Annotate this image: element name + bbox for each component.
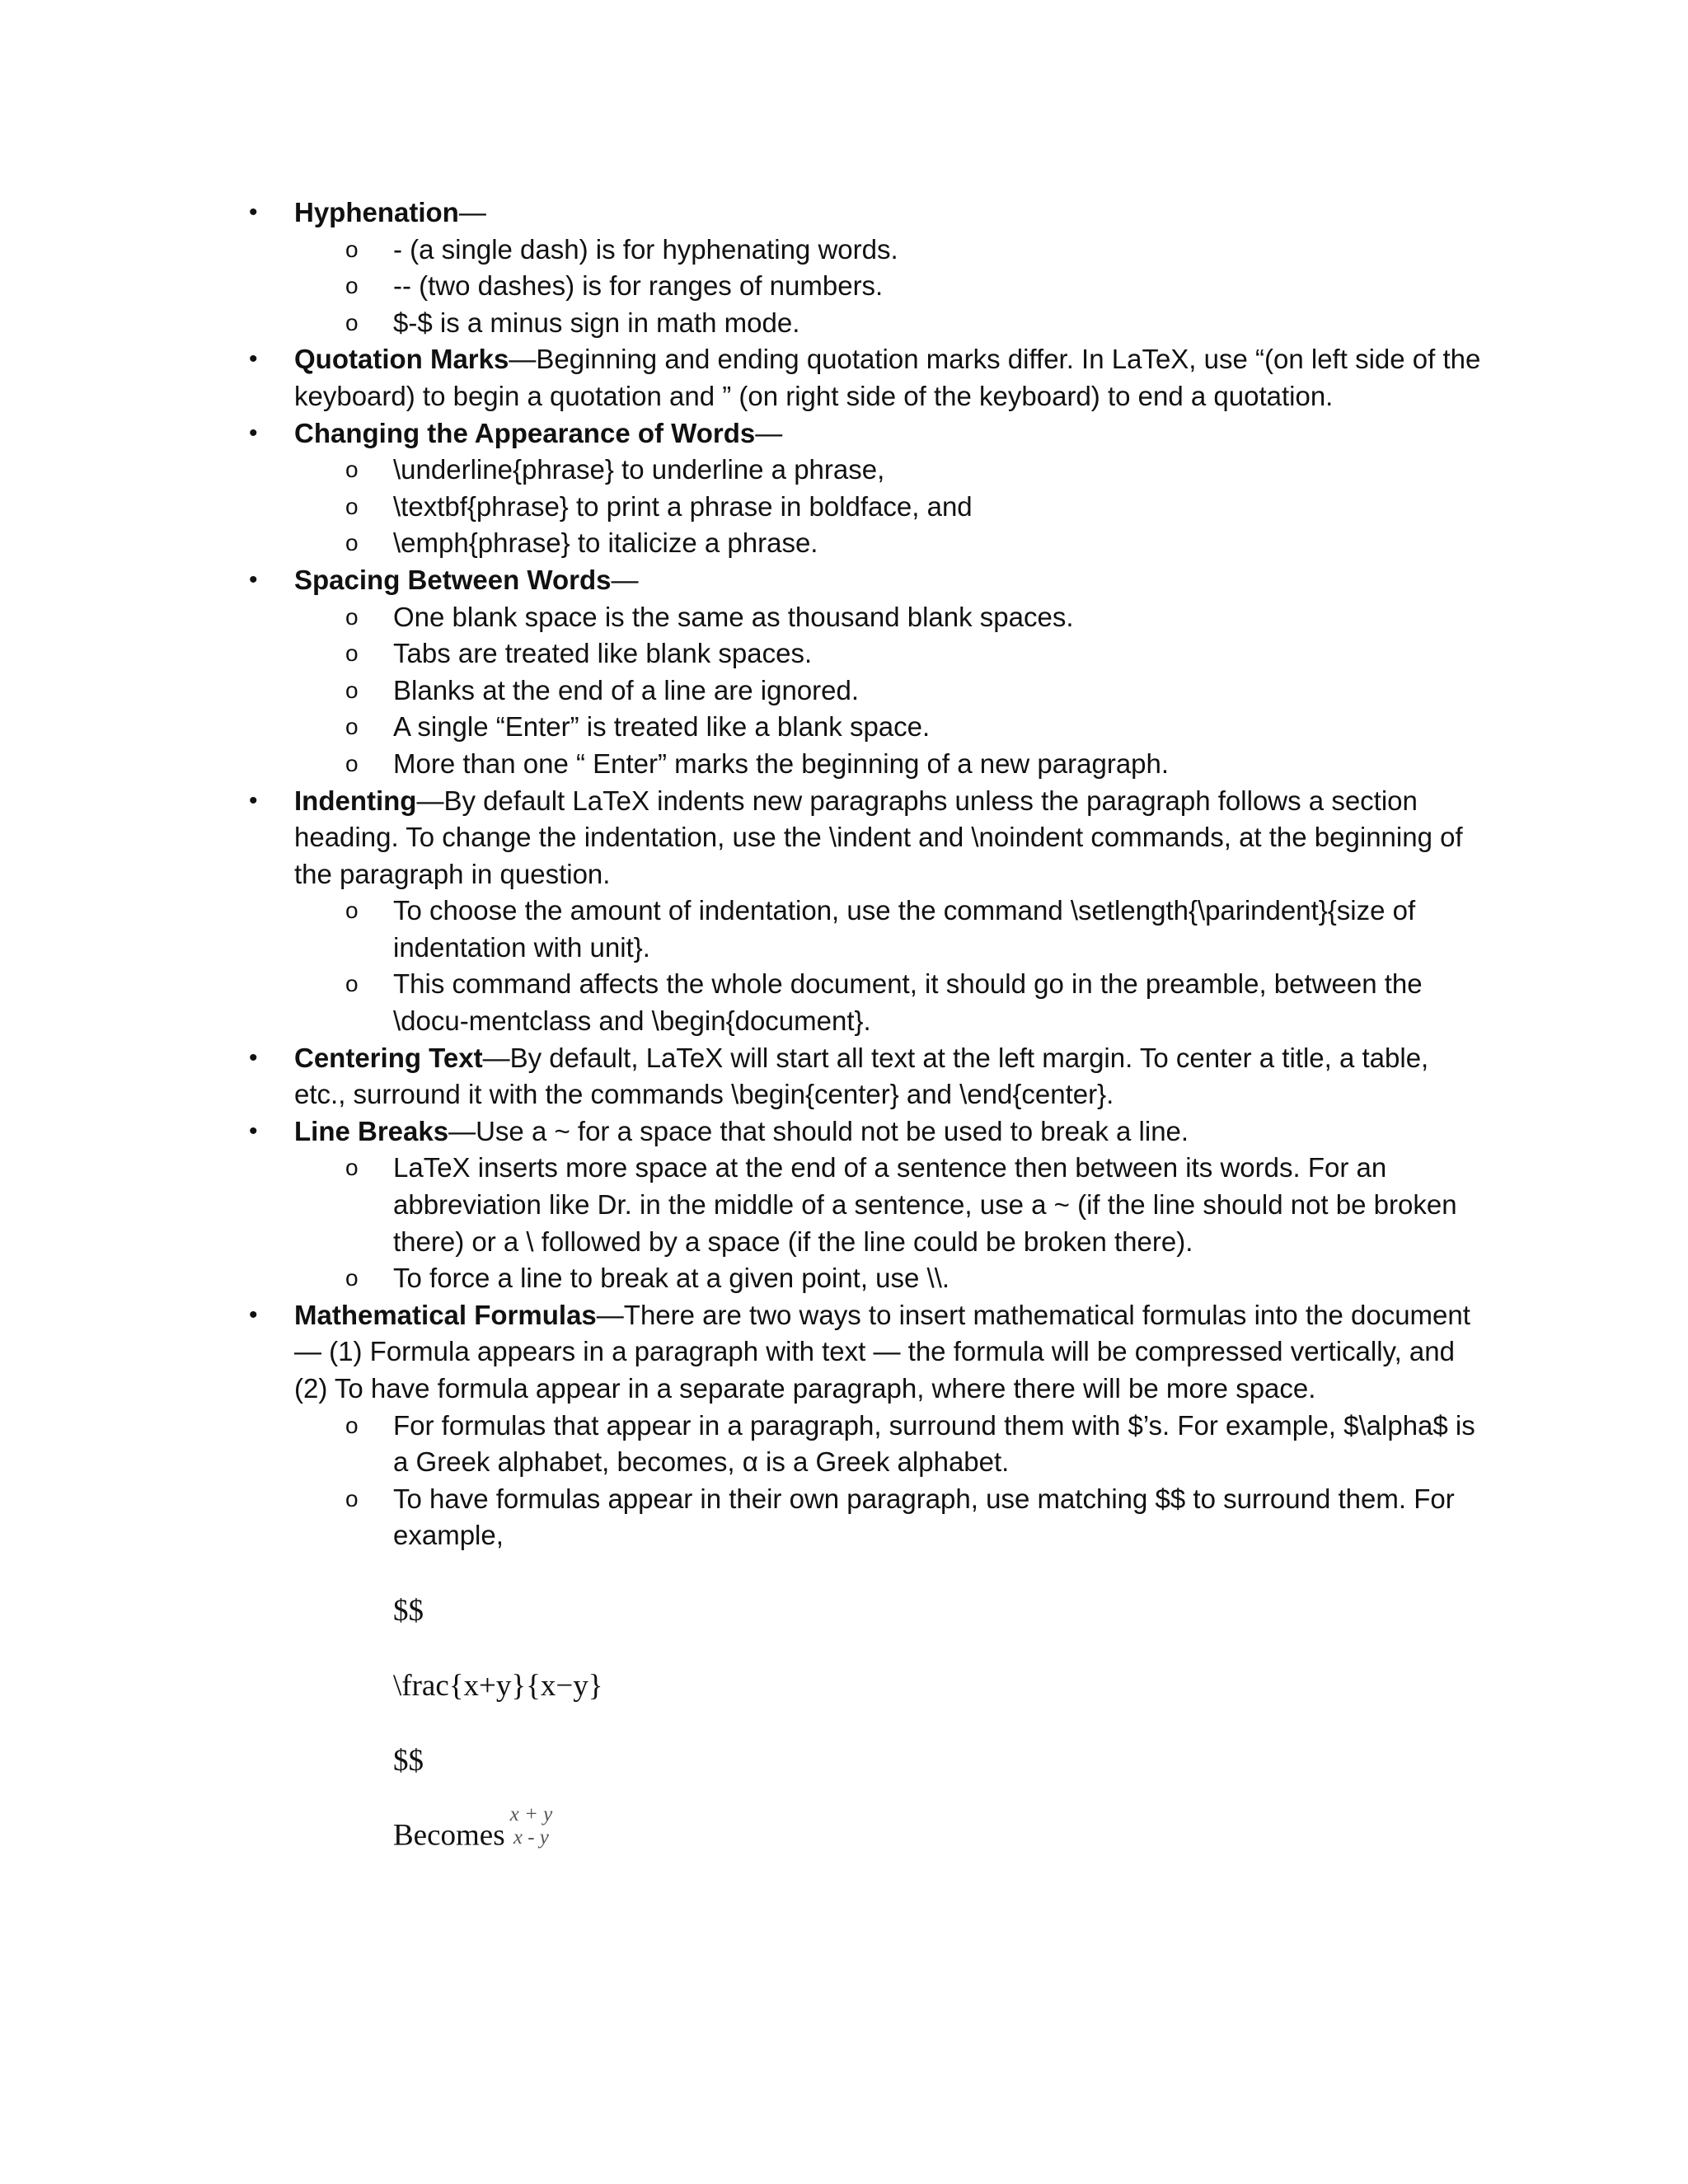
sub-item <box>246 599 1482 636</box>
sub-item <box>246 1150 1482 1260</box>
bullet-icon: • <box>249 419 258 447</box>
sub-item-text: To choose the amount of indentation, use the command \setlength{\parindent}{size of indentation with unit}. <box>393 895 1416 963</box>
item-heading: Indenting <box>294 785 417 816</box>
sub-bullet-icon: o <box>345 530 359 556</box>
example-open-delimiter: $$ <box>393 1593 424 1628</box>
item-heading: Line Breaks <box>294 1115 449 1146</box>
sub-item <box>246 966 1482 1039</box>
sub-item-text: A single “Enter” is treated like a blank space. <box>393 711 931 743</box>
sub-item-text: More than one “ Enter” marks the beginning of a new paragraph. <box>393 748 1170 779</box>
sub-item <box>246 673 1482 710</box>
sub-item-text: $-$ is a minus sign in math mode. <box>393 307 800 338</box>
sub-item-text: For formulas that appear in a paragraph, surround them with $’s. For example, $\alpha$ is a Greek alphabet, becomes, α is a Greek alphabet. <box>393 1409 1475 1478</box>
sub-item <box>246 1260 1482 1297</box>
item-text: —By default, LaTeX will start all text at the left margin. To center a title, a table, etc., surround it with the commands \begin{center} and \end{center}. <box>294 1042 1429 1110</box>
example-frac-command: \frac{x+y}{x−y} <box>393 1668 603 1703</box>
item-text: —By default LaTeX indents new paragraphs unless the paragraph follows a section heading. To change the indentation, use the \indent and \noindent commands, at the beginning of the paragraph in question. <box>294 785 1463 889</box>
bullet-icon: • <box>249 1301 258 1329</box>
sub-bullet-icon: o <box>345 1412 359 1438</box>
item-text: — <box>611 564 639 595</box>
sub-item-text: -- (two dashes) is for ranges of numbers. <box>393 270 884 302</box>
sub-item <box>246 1408 1482 1481</box>
sub-item-text: Tabs are treated like blank spaces. <box>393 638 813 669</box>
sub-item-text: \underline{phrase} to underline a phrase, <box>393 454 885 485</box>
latex-example <box>393 1593 1482 1861</box>
bullet-icon: • <box>249 1117 258 1145</box>
sub-item <box>246 1481 1482 1861</box>
sub-list <box>294 232 1482 342</box>
item-heading: Spacing Between Words <box>294 564 612 595</box>
list-item-math-formulas <box>246 1297 1482 1861</box>
sub-item-text: One blank space is the same as thousand blank spaces. <box>393 601 1074 632</box>
sub-item-text: \emph{phrase} to italicize a phrase. <box>393 527 818 559</box>
bullet-icon: • <box>249 199 258 226</box>
item-text: — <box>458 197 486 227</box>
sub-bullet-icon: o <box>345 971 359 997</box>
sub-list <box>294 452 1482 562</box>
sub-bullet-icon: o <box>345 640 359 667</box>
item-heading: Hyphenation <box>294 197 459 227</box>
fraction-denominator: x - y <box>513 1825 549 1849</box>
sub-item <box>246 232 1482 269</box>
sub-item-text: LaTeX inserts more space at the end of a sentence then between its words. For an abbreviation like Dr. in the middle of a sentence, use a ~ (if the line should not be broken there) or a \ followed by a space (if the line could be broken there). <box>393 1152 1457 1257</box>
sub-item <box>246 305 1482 342</box>
rendered-fraction <box>510 1803 553 1849</box>
list-item-quotation-marks <box>246 341 1482 415</box>
sub-list <box>294 893 1482 1039</box>
sub-item <box>246 635 1482 673</box>
sub-bullet-icon: o <box>345 493 359 519</box>
bullet-icon: • <box>249 345 258 373</box>
list-item-spacing <box>246 562 1482 783</box>
list-item-indenting <box>246 783 1482 1040</box>
bullet-icon: • <box>249 786 258 814</box>
sub-bullet-icon: o <box>345 457 359 483</box>
sub-list <box>294 1408 1482 1861</box>
item-text: — <box>755 417 783 448</box>
sub-item <box>246 709 1482 746</box>
sub-bullet-icon: o <box>345 603 359 630</box>
sub-item-text: \textbf{phrase} to print a phrase in boldface, and <box>393 490 973 522</box>
item-heading: Centering Text <box>294 1042 483 1073</box>
bullet-icon: • <box>249 565 258 593</box>
list-item-hyphenation <box>246 194 1482 341</box>
sub-bullet-icon: o <box>345 1155 359 1181</box>
sub-item <box>246 746 1482 783</box>
sub-item-text: This command affects the whole document, it should go in the preamble, between the \docu-mentclass and \begin{document}. <box>393 968 1423 1037</box>
list-item-changing-appearance <box>246 415 1482 562</box>
sub-list <box>294 599 1482 783</box>
sub-bullet-icon: o <box>345 714 359 740</box>
example-close-delimiter: $$ <box>393 1743 424 1778</box>
fraction-numerator: x + y <box>509 1802 553 1825</box>
sub-item <box>246 268 1482 305</box>
sub-item <box>246 525 1482 562</box>
sub-item-text: Blanks at the end of a line are ignored. <box>393 674 860 705</box>
bullet-icon: • <box>249 1043 258 1071</box>
sub-bullet-icon: o <box>345 236 359 262</box>
document-body <box>246 194 1482 1861</box>
sub-bullet-icon: o <box>345 273 359 299</box>
sub-item <box>246 489 1482 526</box>
item-heading: Mathematical Formulas <box>294 1299 597 1330</box>
sub-bullet-icon: o <box>345 1265 359 1291</box>
sub-bullet-icon: o <box>345 750 359 776</box>
sub-item-text: - (a single dash) is for hyphenating words. <box>393 233 898 265</box>
sub-list <box>294 1150 1482 1296</box>
item-text: —Beginning and ending quotation marks differ. In LaTeX, use “(on left side of the keyboard) to begin a quotation and ” (on right side of the keyboard) to end a quotation. <box>294 344 1481 411</box>
sub-bullet-icon: o <box>345 898 359 924</box>
sub-item-text: To force a line to break at a given point, use \\. <box>393 1263 950 1294</box>
item-heading: Changing the Appearance of Words <box>294 417 756 448</box>
list-item-centering-text <box>246 1040 1482 1113</box>
sub-item <box>246 452 1482 489</box>
item-heading: Quotation Marks <box>294 344 509 375</box>
sub-bullet-icon: o <box>345 1485 359 1511</box>
sub-item <box>246 893 1482 966</box>
list-item-line-breaks <box>246 1113 1482 1297</box>
sub-bullet-icon: o <box>345 677 359 703</box>
sub-bullet-icon: o <box>345 309 359 335</box>
item-text: —Use a ~ for a space that should not be used to break a line. <box>448 1115 1189 1146</box>
example-result <box>393 1802 1482 1861</box>
sub-item-text: To have formulas appear in their own paragraph, use matching $$ to surround them. For example, <box>393 1483 1455 1551</box>
item-text: —There are two ways to insert mathematical formulas into the document — (1) Formula appears in a paragraph with text — the formula will be compressed vertically, and (2) To have formula appear in a separate paragraph, where there will be more space. <box>294 1299 1470 1404</box>
bullet-list <box>246 194 1482 1861</box>
becomes-label: Becomes <box>393 1818 505 1853</box>
